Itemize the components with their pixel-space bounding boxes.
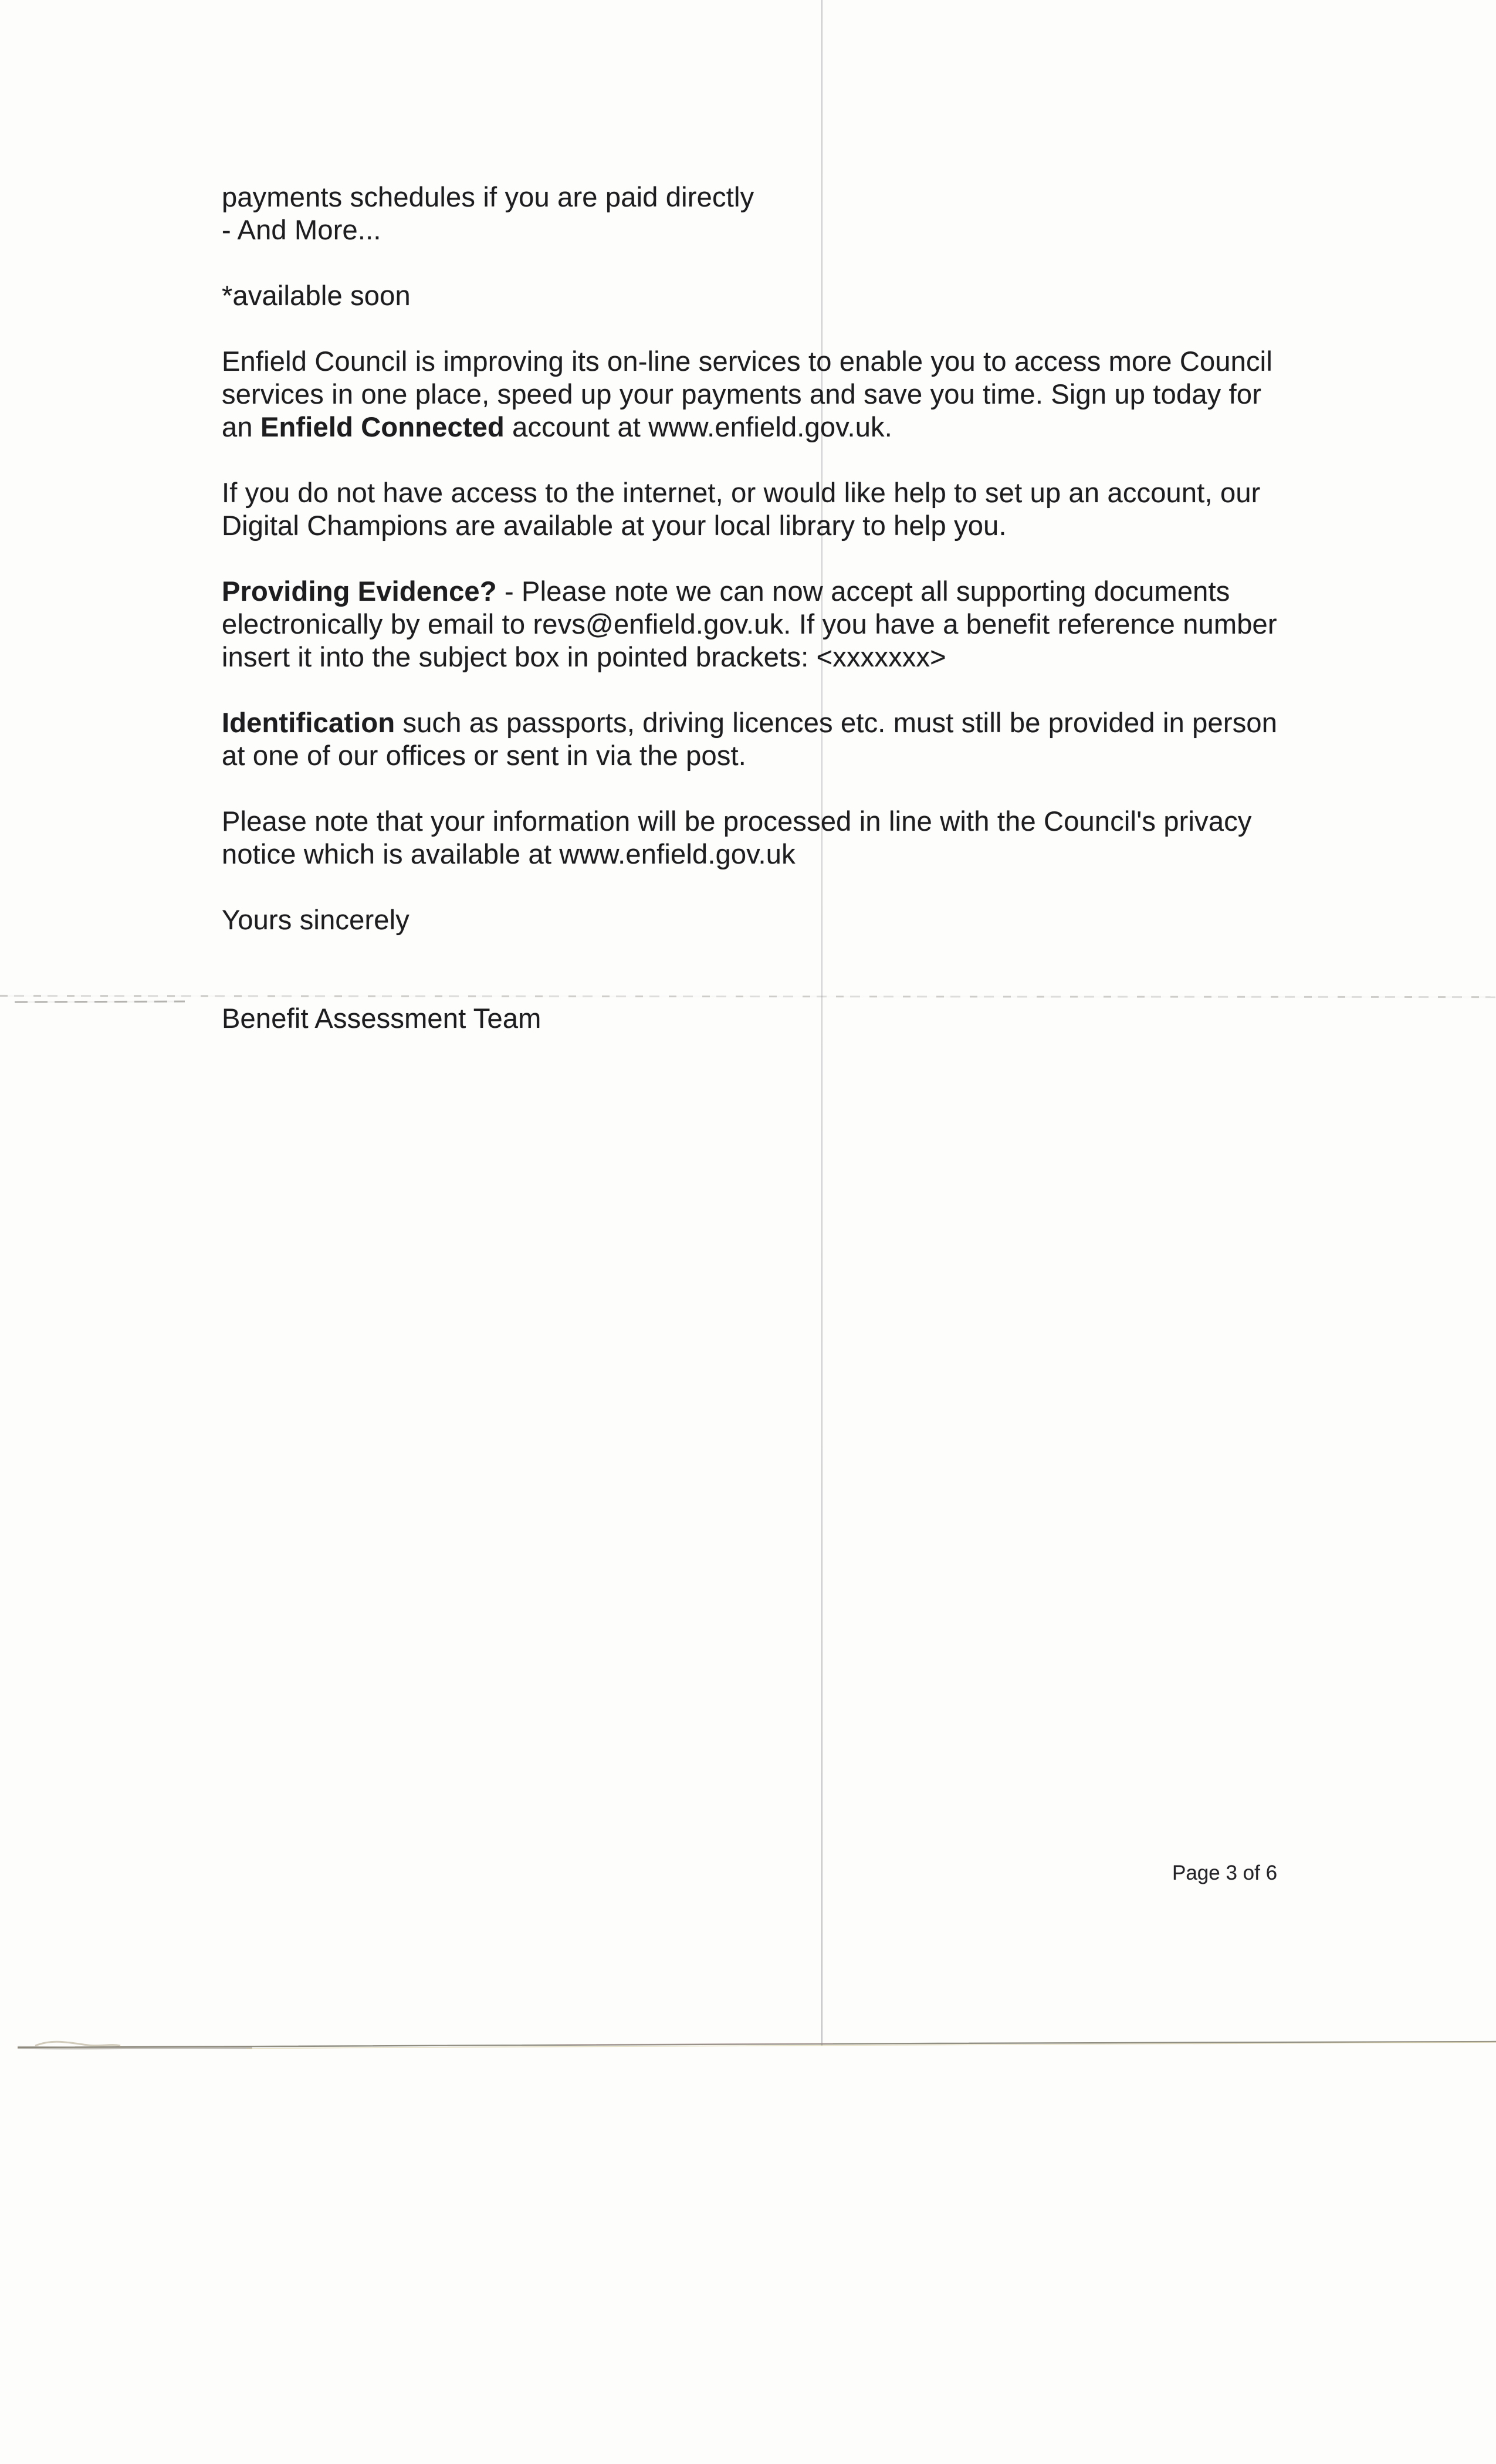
paragraph-payments-continuation: payments schedules if you are paid directly - And More... bbox=[222, 181, 754, 245]
paragraph-identification: Identification such as passports, driving licences etc. must still be provided in person at one of our offices or sent in via the post. bbox=[222, 707, 1278, 771]
paper-bottom-edge bbox=[0, 2035, 1496, 2060]
paragraph-providing-evidence: Providing Evidence? - Please note we can now accept all supporting documents electronically by email to revs@enfield.gov.uk. If you have a benefit reference number insert it into the subject box in pointed brackets: <xxxxxxx> bbox=[222, 576, 1277, 672]
paragraph-digital-champions: If you do not have access to the internet, or would like help to set up an account, our Digital Champions are available at your local library to help you. bbox=[222, 477, 1261, 541]
paragraph-signature: Benefit Assessment Team bbox=[222, 1003, 541, 1034]
paragraph-privacy-notice: Please note that your information will be processed in line with the Council's privacy notice which is available at www.enfield.gov.uk bbox=[222, 805, 1252, 869]
page-number: Page 3 of 6 bbox=[1172, 1861, 1278, 1884]
letter-body bbox=[222, 181, 1336, 1035]
horizontal-crease-line-left-segment bbox=[15, 1000, 185, 1003]
paragraph-availability-note: *available soon bbox=[222, 280, 411, 311]
paragraph-closing: Yours sincerely bbox=[222, 904, 409, 935]
paragraph-enfield-connected: Enfield Council is improving its on-line services to enable you to access more Council services in one place, speed up your payments and save you time. Sign up today for an Enfield Connected account at www.enfield.gov.uk. bbox=[222, 346, 1272, 442]
